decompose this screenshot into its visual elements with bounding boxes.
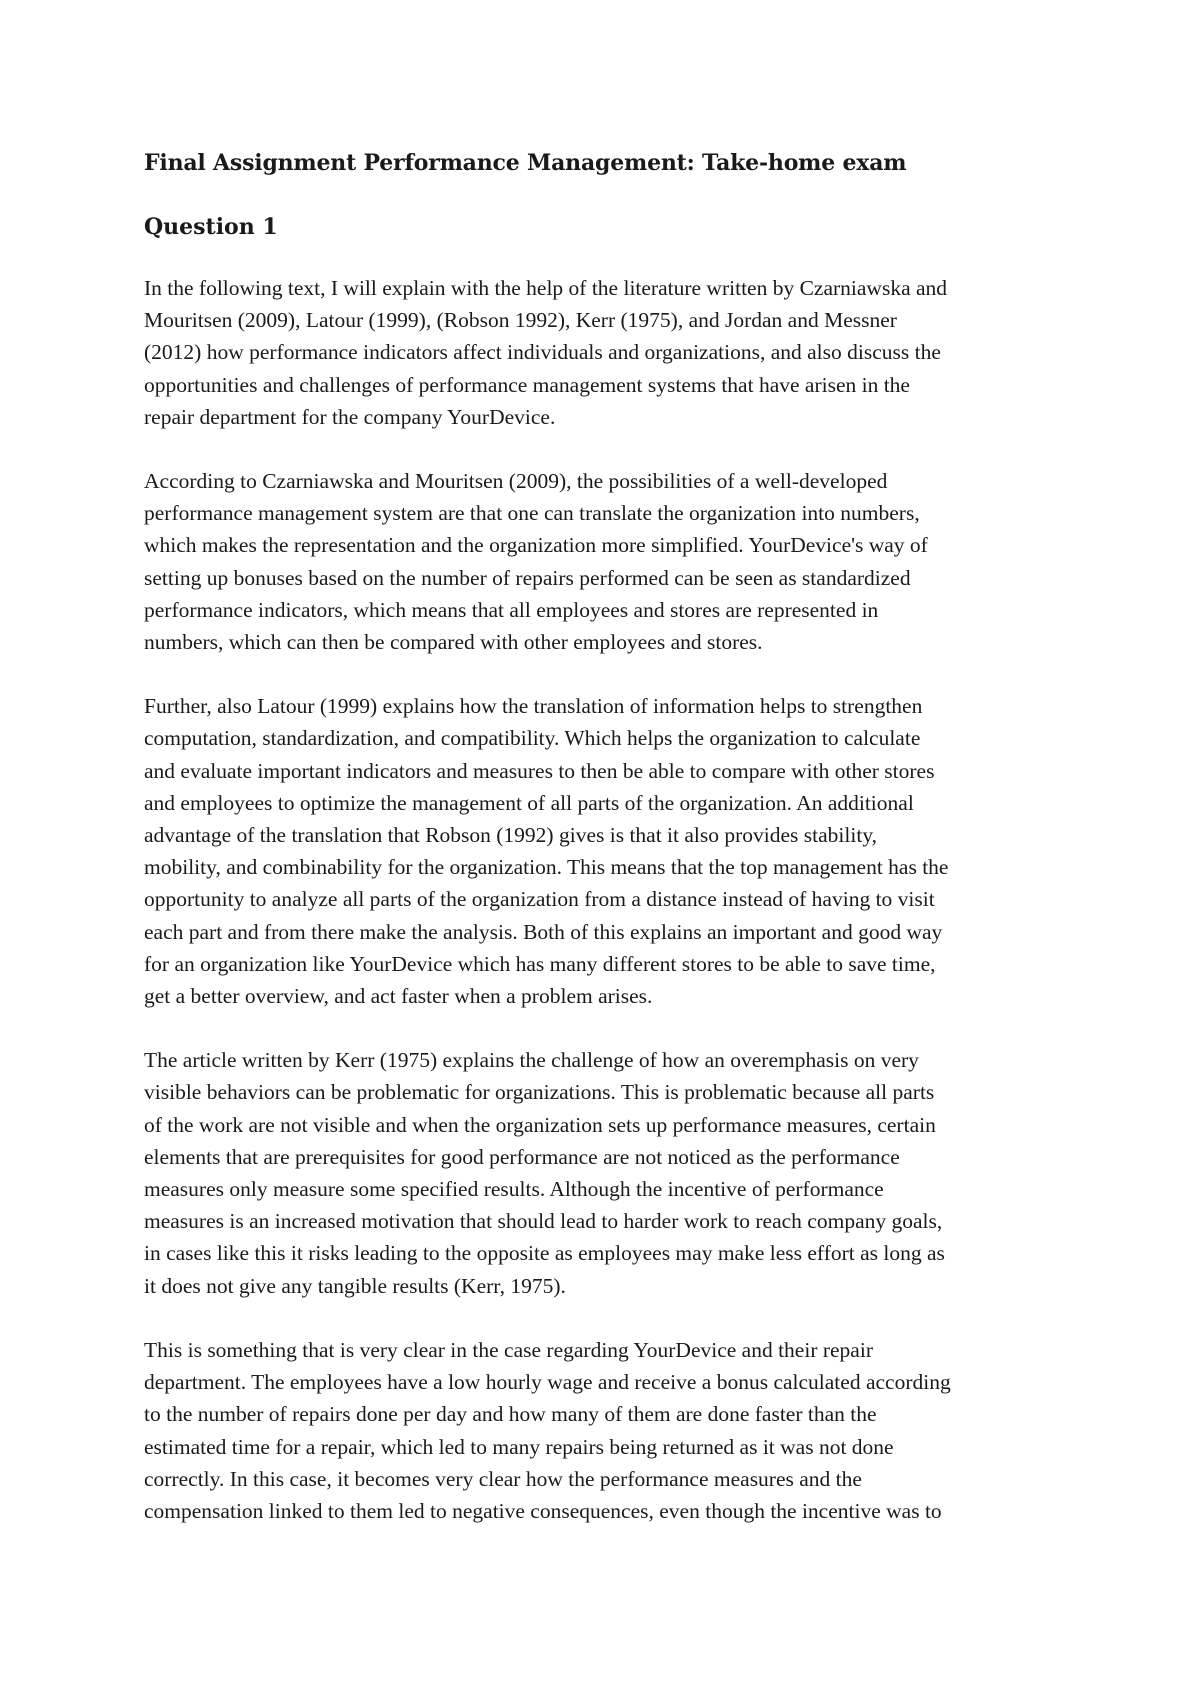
text-line: performance management system are that one can translate the organization into numbers, xyxy=(144,501,920,526)
text-line: in cases like this it risks leading to the opposite as employees may make less effort as long as xyxy=(144,1241,945,1266)
paragraph xyxy=(144,690,1074,1012)
text-line: opportunity to analyze all parts of the organization from a distance instead of having to visit xyxy=(144,887,935,912)
text-line: Mouritsen (2009), Latour (1999), (Robson 1992), Kerr (1975), and Jordan and Messner xyxy=(144,308,897,333)
text-line: of the work are not visible and when the organization sets up performance measures, certain xyxy=(144,1112,936,1137)
text-line: each part and from there make the analysis. Both of this explains an important and good way xyxy=(144,919,943,944)
text-line: Further, also Latour (1999) explains how the translation of information helps to strengthen xyxy=(144,694,923,719)
text-line: department. The employees have a low hourly wage and receive a bonus calculated according xyxy=(144,1370,951,1395)
text-line: numbers, which can then be compared with other employees and stores. xyxy=(144,630,763,655)
text-line: get a better overview, and act faster when a problem arises. xyxy=(144,984,653,1009)
text-line: correctly. In this case, it becomes very clear how the performance measures and the xyxy=(144,1466,862,1491)
text-line: (2012) how performance indicators affect individuals and organizations, and also discuss the xyxy=(144,340,941,365)
text-line: to the number of repairs done per day and how many of them are done faster than the xyxy=(144,1402,877,1427)
text-line: visible behaviors can be problematic for organizations. This is problematic because all parts xyxy=(144,1080,935,1105)
text-line: for an organization like YourDevice which has many different stores to be able to save time, xyxy=(144,951,936,976)
text-line: elements that are prerequisites for good performance are not noticed as the performance xyxy=(144,1144,900,1169)
paragraph xyxy=(144,272,1074,433)
text-line: repair department for the company YourDevice. xyxy=(144,404,556,429)
text-line: measures is an increased motivation that should lead to harder work to reach company goals, xyxy=(144,1209,943,1234)
text-line: compensation linked to them led to negative consequences, even though the incentive was to xyxy=(144,1498,942,1523)
text-line: advantage of the translation that Robson (1992) gives is that it also provides stability, xyxy=(144,823,878,848)
text-line: opportunities and challenges of performance management systems that have arisen in the xyxy=(144,372,910,397)
text-line: mobility, and combinability for the organization. This means that the top management has the xyxy=(144,855,949,880)
question-heading: Question 1 xyxy=(144,214,278,240)
text-line: setting up bonuses based on the number of repairs performed can be seen as standardized xyxy=(144,565,911,590)
text-line: computation, standardization, and compatibility. Which helps the organization to calculate xyxy=(144,726,921,751)
text-line: estimated time for a repair, which led to many repairs being returned as it was not done xyxy=(144,1434,894,1459)
text-line: This is something that is very clear in the case regarding YourDevice and their repair xyxy=(144,1337,873,1362)
paragraph xyxy=(144,1334,1074,1527)
text-line: According to Czarniawska and Mouritsen (2009), the possibilities of a well-developed xyxy=(144,469,888,494)
text-line: measures only measure some specified results. Although the incentive of performance xyxy=(144,1177,884,1202)
text-line: which makes the representation and the organization more simplified. YourDevice's way of xyxy=(144,533,928,558)
text-line: The article written by Kerr (1975) explains the challenge of how an overemphasis on very xyxy=(144,1048,919,1073)
text-line: and evaluate important indicators and measures to then be able to compare with other stores xyxy=(144,758,935,783)
text-line: In the following text, I will explain with the help of the literature written by Czarniawska and xyxy=(144,276,948,300)
text-line: it does not give any tangible results (Kerr, 1975). xyxy=(144,1273,566,1298)
paragraph xyxy=(144,1044,1074,1302)
paragraph xyxy=(144,465,1074,658)
document-title: Final Assignment Performance Management: Take-home exam xyxy=(144,150,907,176)
document-body xyxy=(144,146,1074,1559)
text-line: performance indicators, which means that all employees and stores are represented in xyxy=(144,597,879,622)
text-line: and employees to optimize the management of all parts of the organization. An additional xyxy=(144,790,914,815)
